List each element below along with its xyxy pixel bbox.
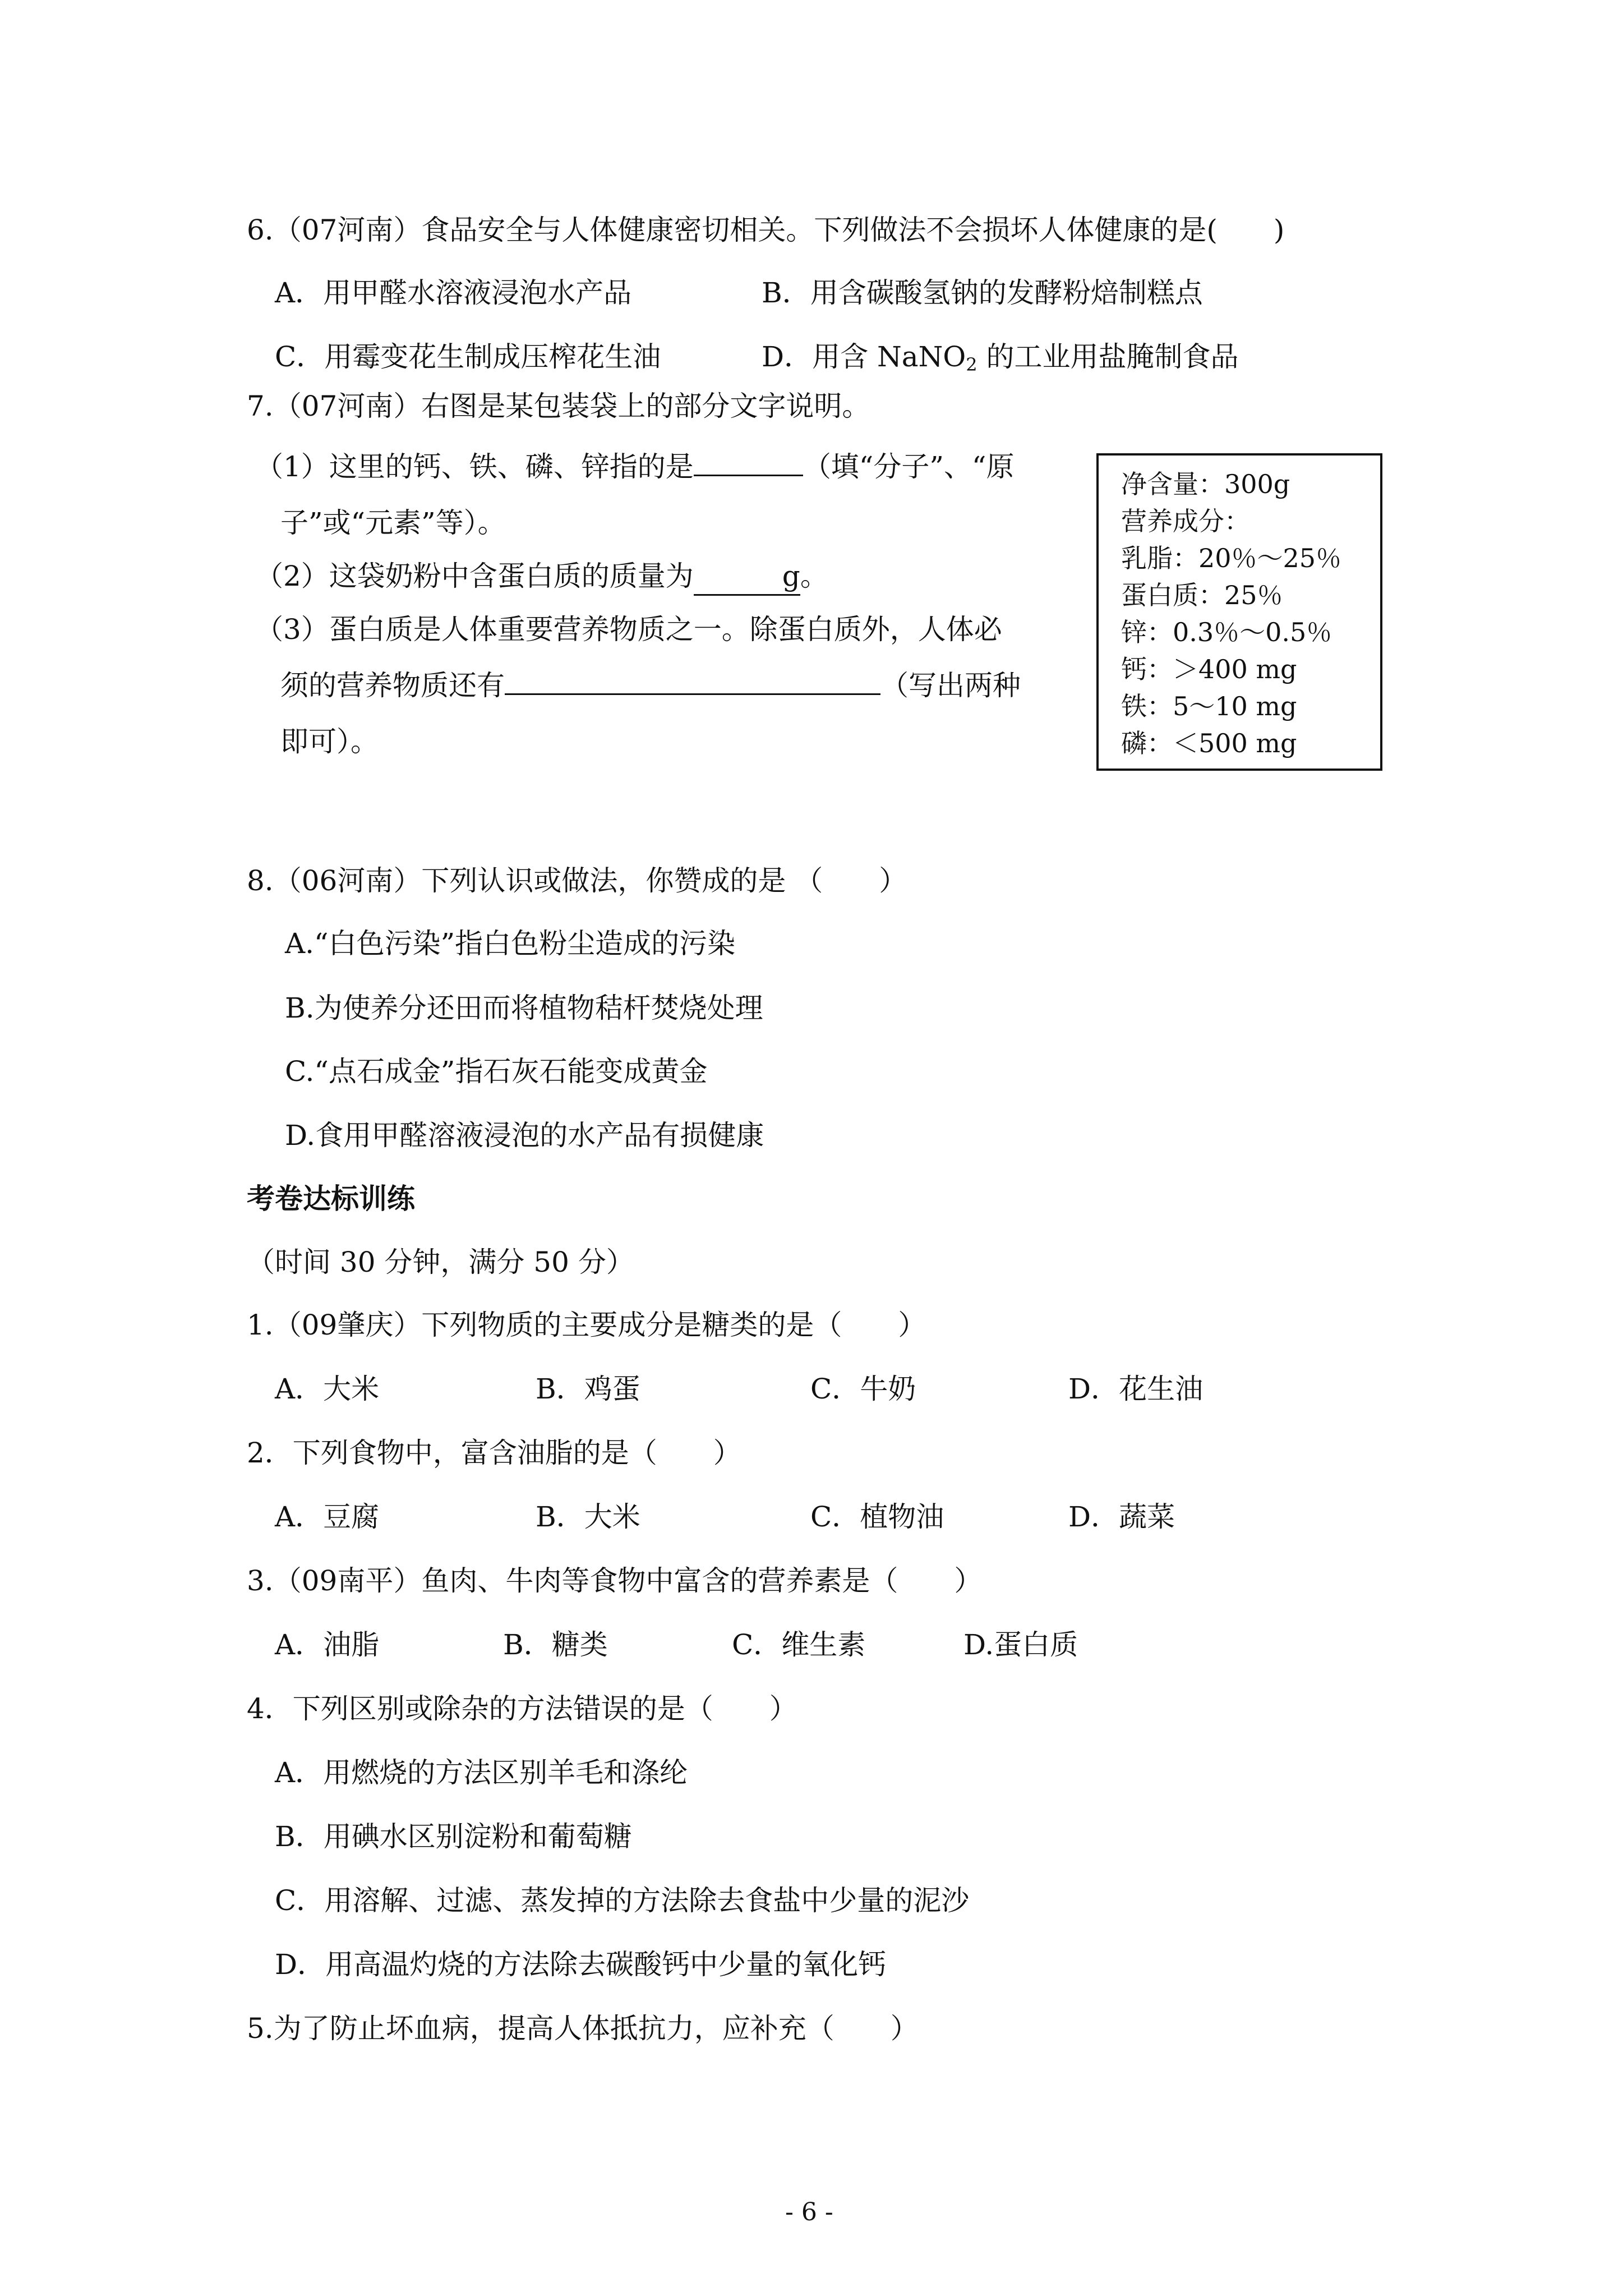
q7-part2-end: 。 (800, 560, 828, 592)
label-row: 锌：0.3％～0.5％ (1121, 617, 1332, 647)
q6-option-d-subscript: 2 (966, 354, 978, 375)
t4-option-b[interactable]: B．用碘水区别淀粉和葡萄糖 (275, 1820, 632, 1853)
section-title: 考卷达标训练 (247, 1182, 415, 1215)
t2-option-d[interactable]: D．蔬菜 (1068, 1501, 1175, 1533)
t3-option-c[interactable]: C．维生素 (732, 1628, 866, 1661)
label-row: 营养成分： (1121, 506, 1250, 536)
q7-part3-line2 (280, 668, 1021, 703)
t4-option-d[interactable]: D．用高温灼烧的方法除去碳酸钙中少量的氧化钙 (275, 1948, 887, 1981)
t2-option-b[interactable]: B．大米 (536, 1501, 640, 1533)
label-row: 铁：5～10 mg (1121, 691, 1297, 721)
q8-option-d[interactable]: D.食用甲醛溶液浸泡的水产品有损健康 (285, 1119, 764, 1152)
q7-part3-blank[interactable] (505, 668, 880, 695)
t3-option-a[interactable]: A．油脂 (275, 1628, 380, 1661)
q7-part1 (255, 449, 1015, 485)
q8-stem: 8.（06河南）下列认识或做法，你赞成的是 （ ） (247, 864, 907, 897)
q7-stem: 7.（07河南）右图是某包装袋上的部分文字说明。 (247, 390, 870, 422)
t4-option-a[interactable]: A．用燃烧的方法区别羊毛和涤纶 (275, 1756, 688, 1789)
t4-option-c[interactable]: C．用溶解、过滤、蒸发掉的方法除去食盐中少量的泥沙 (275, 1884, 970, 1917)
t1-stem: 1.（09肇庆）下列物质的主要成分是糖类的是（ ） (247, 1309, 926, 1341)
q6-option-c[interactable]: C．用霉变花生制成压榨花生油 (275, 341, 661, 373)
t2-stem: 2．下列食物中，富含油脂的是（ ） (247, 1437, 741, 1469)
label-row: 蛋白质：25％ (1121, 580, 1283, 610)
q7-part2-blank[interactable] (694, 558, 800, 596)
q6-option-d-text-end: 的工业用盐腌制食品 (977, 341, 1239, 373)
q6-option-d-text: D．用含 NaNO (762, 341, 966, 373)
t1-option-a[interactable]: A．大米 (275, 1373, 380, 1405)
t1-option-b[interactable]: B．鸡蛋 (536, 1373, 640, 1405)
t2-option-a[interactable]: A．豆腐 (275, 1501, 380, 1533)
page-number: - 6 - (785, 2198, 833, 2226)
q8-option-b[interactable]: B.为使养分还田而将植物秸杆焚烧处理 (285, 992, 763, 1024)
label-row: 磷：＜500 mg (1121, 728, 1297, 758)
t4-stem: 4．下列区别或除杂的方法错误的是（ ） (247, 1692, 797, 1725)
q7-part1-text: （1）这里的钙、铁、磷、锌指的是 (255, 450, 694, 483)
q6-stem: 6.（07河南）食品安全与人体健康密切相关。下列做法不会损坏人体健康的是( ) (247, 214, 1285, 246)
q7-part2-text: （2）这袋奶粉中含蛋白质的质量为 (255, 560, 694, 592)
q7-part1-hint: （填“分子”、“原 (803, 450, 1015, 483)
q7-part2-unit: g (782, 560, 800, 592)
t1-option-c[interactable]: C．牛奶 (810, 1373, 916, 1405)
q7-part3-line3: 即可）。 (280, 725, 379, 758)
q6-option-b[interactable]: B．用含碳酸氢钠的发酵粉焙制糕点 (762, 277, 1203, 309)
q7-part3-text: 须的营养物质还有 (280, 669, 505, 702)
q7-part3-hint: （写出两种 (880, 669, 1021, 702)
label-row: 钙：＞400 mg (1121, 654, 1297, 684)
t3-stem: 3.（09南平）鱼肉、牛肉等食物中富含的营养素是（ ） (247, 1565, 983, 1597)
q7-part2 (255, 558, 828, 596)
label-row: 净含量：300g (1121, 469, 1290, 499)
label-row: 乳脂：20％～25％ (1121, 543, 1342, 573)
t3-option-d[interactable]: D.蛋白质 (963, 1628, 1078, 1661)
q8-option-a[interactable]: A.“白色污染”指白色粉尘造成的污染 (285, 927, 736, 960)
q7-part3: （3）蛋白质是人体重要营养物质之一。除蛋白质外，人体必 (255, 613, 1002, 646)
nutrition-label-box (1096, 453, 1382, 771)
q6-option-a[interactable]: A．用甲醛水溶液浸泡水产品 (275, 277, 632, 309)
section-time: （时间 30 分钟，满分 50 分） (247, 1246, 634, 1278)
t1-option-d[interactable]: D．花生油 (1068, 1373, 1204, 1405)
q7-part1-blank[interactable] (694, 449, 803, 476)
t2-option-c[interactable]: C．植物油 (810, 1501, 944, 1533)
q7-part1-cont: 子”或“元素”等）。 (280, 507, 506, 539)
t3-option-b[interactable]: B．糖类 (503, 1628, 608, 1661)
q6-option-d[interactable] (762, 339, 1239, 383)
t5-stem: 5.为了防止坏血病，提高人体抵抗力，应补充（ ） (247, 2012, 919, 2045)
q8-option-c[interactable]: C.“点石成金”指石灰石能变成黄金 (285, 1055, 708, 1088)
